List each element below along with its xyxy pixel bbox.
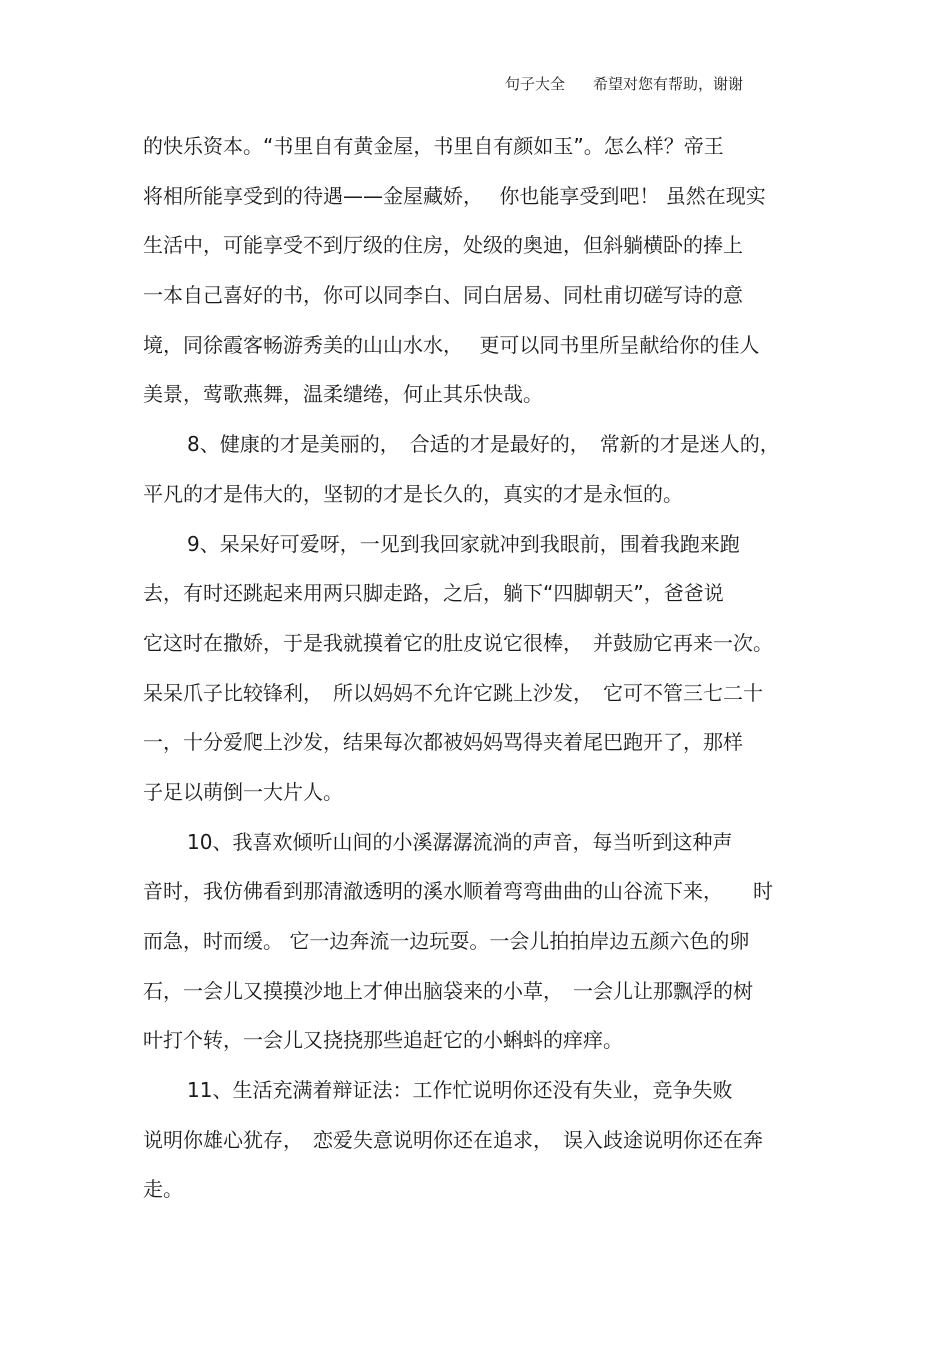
page-header (505, 74, 743, 94)
text-line: 平凡的才是伟大的，坚韧的才是长久的，真实的才是永恒的。 (143, 481, 683, 506)
header-left-text: 句子大全 (505, 75, 566, 93)
text-line: 生活中，可能享受不到厅级的住房，处级的奥迪，但斜躺横卧的捧上 (143, 233, 743, 258)
text-line: 的快乐资本。“书里自有黄金屋，书里自有颜如玉”。怎么样？帝王 (143, 134, 724, 158)
text-line: 石，一会儿又摸摸沙地上才伸出脑袋来的小草， 一会儿让那飘浮的树 (143, 978, 753, 1003)
text-line: 一，十分爱爬上沙发，结果每次都被妈妈骂得夹着尾巴跑开了，那样 (143, 730, 743, 755)
text-line: 它这时在撒娇，于是我就摸着它的肚皮说它很棒， 并鼓励它再来一次。 (143, 630, 773, 655)
text-line: 而急，时而缓。 它一边奔流一边玩耍。一会儿拍拍岸边五颜六色的卵 (143, 929, 750, 953)
text-line: 叶打个转，一会儿又挠挠那些追赶它的小蝌蚪的痒痒。 (143, 1028, 623, 1053)
text-line: 去，有时还跳起来用两只脚走路，之后，躺下“四脚朝天”，爸爸说 (143, 581, 724, 606)
text-line: 10、我喜欢倾听山间的小溪潺潺流淌的声音，每当听到这种声 (187, 829, 733, 854)
text-line: 子足以萌倒一大片人。 (143, 779, 343, 804)
text-line: 呆呆爪子比较锋利， 所以妈妈不允许它跳上沙发， 它可不管三七二十 (143, 680, 763, 705)
text-line: 8、健康的才是美丽的， 合适的才是最好的， 常新的才是迷人的， (187, 432, 780, 457)
text-line: 音时，我仿佛看到那清澈透明的溪水顺着弯弯曲曲的山谷流下来， 时 (143, 879, 773, 904)
header-right-text: 希望对您有帮助，谢谢 (593, 75, 744, 93)
text-line: 9、呆呆好可爱呀，一见到我回家就冲到我眼前，围着我跑来跑 (187, 531, 740, 556)
text-line: 将相所能享受到的待遇——金屋藏娇， 你也能享受到吧！ 虽然在现实 (143, 183, 766, 208)
text-line: 说明你雄心犹存， 恋爱失意说明你还在追求， 误入歧途说明你还在奔 (143, 1127, 763, 1152)
text-line: 11、生活充满着辩证法：工作忙说明你还没有失业，竞争失败 (187, 1078, 733, 1103)
text-line: 境，同徐霞客畅游秀美的山山水水， 更可以同书里所呈献给你的佳人 (143, 332, 760, 357)
text-line: 一本自己喜好的书，你可以同李白、同白居易、同杜甫切磋写诗的意 (143, 283, 743, 308)
text-line: 美景，莺歌燕舞，温柔缱绻，何止其乐快哉。 (143, 382, 543, 407)
text-line: 走。 (143, 1177, 183, 1202)
document-body (143, 126, 823, 1219)
